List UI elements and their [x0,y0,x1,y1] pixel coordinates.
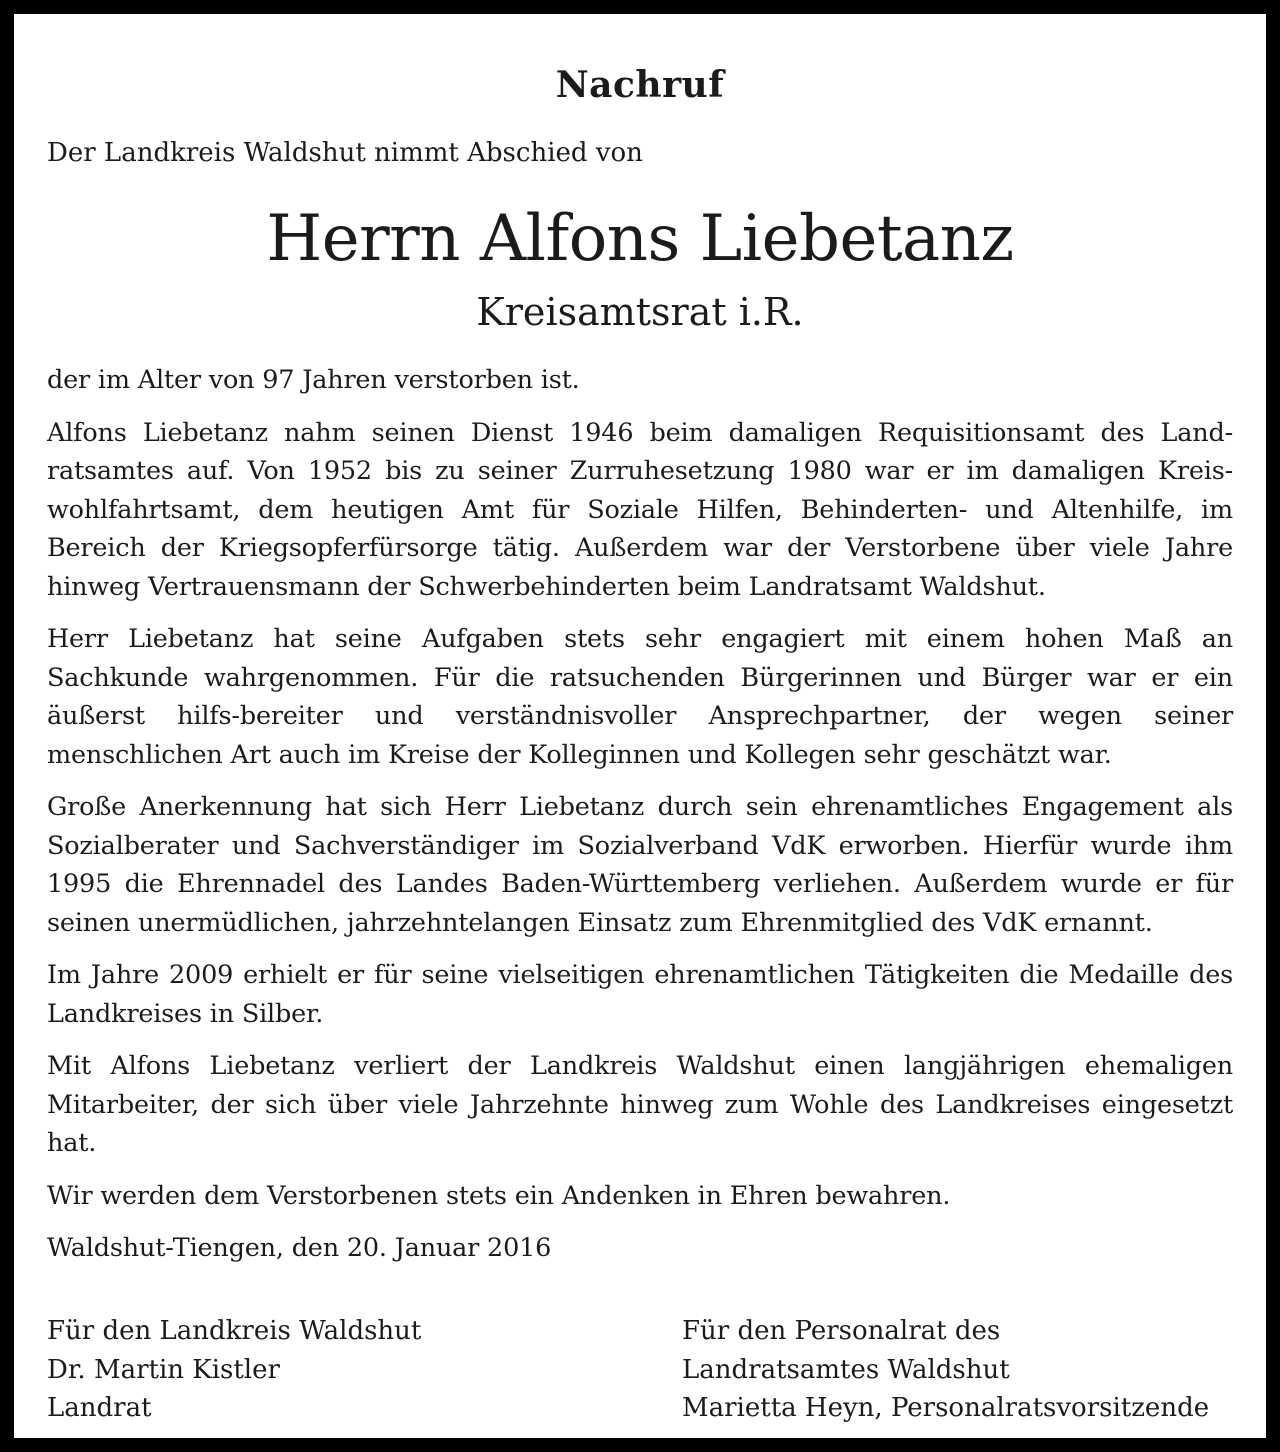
paragraph: Herr Liebetanz hat seine Aufgaben stets sehr engagiert mit einem hohen Maß an Sachkunde wahrgenommen. Für die ratsuchenden Bürgerinnen und Bürger war er ein äußerst hilfs-bereiter und verständnisvoller Ansprechpartner, der wegen seiner menschlichen Art auch im Kreise der Kolleginnen und Kollegen sehr geschätzt war. [47,624,1233,770]
notice-intro: Der Landkreis Waldshut nimmt Abschied von [47,138,643,168]
notice-body [47,361,1233,1282]
signature-right [682,1312,1209,1428]
deceased-rank: Kreisamtsrat i.R. [476,290,804,334]
signature-line: Landrat [47,1393,152,1423]
signature-left [47,1312,421,1428]
deceased-name: Herrn Alfons Liebetanz [266,202,1014,276]
paragraph: Im Jahre 2009 erhielt er für seine vielseitigen ehrenamtlichen Tätigkeiten die Medaille des Landkreises in Silber. [47,960,1233,1029]
paragraph: Mit Alfons Liebetanz verliert der Landkreis Waldshut einen langjährigen ehemaligen Mitarbeiter, der sich über viele Jahrzehnte hinweg zum Wohle des Landkreises eingesetzt hat. [47,1051,1233,1158]
obituary-notice [14,14,1266,1438]
signature-line: Dr. Martin Kistler [47,1354,280,1385]
paragraph: Alfons Liebetanz nahm seinen Dienst 1946 beim damaligen Requisitionsamt des Land-ratsamtes auf. Von 1952 bis zu seiner Zurruhesetzung 1980 war er im damaligen Kreis-wohlfahrtsamt, dem heutigen Amt für Soziale Hilfen, Behinderten- und Altenhilfe, im Bereich der Kriegsopferfürsorge tätig. Außerdem war der Verstorbene über viele Jahre hinweg Vertrauensmann der Schwerbehinderten beim Landratsamt Waldshut. [47,417,1233,602]
signature-line: Für den Personalrat des [682,1316,1001,1346]
paragraph: Große Anerkennung hat sich Herr Liebetanz durch sein ehrenamtliches Engagement als Sozialberater und Sachverständiger im Sozialverband VdK erworben. Hierfür wurde ihm 1995 die Ehrennadel des Landes Baden-Württemberg verliehen. Außerdem wurde er für seinen unermüdlichen, jahrzehntelangen Einsatz zum Ehrenmitglied des VdK ernannt. [47,792,1233,938]
paragraph: Wir werden dem Verstorbenen stets ein Andenken in Ehren bewahren. [47,1180,951,1211]
signature-line: Marietta Heyn, Personalratsvorsitzende [682,1393,1210,1423]
signature-line: Landratsamtes Waldshut [682,1354,1010,1385]
notice-title: Nachruf [555,64,725,106]
paragraph: der im Alter von 97 Jahren verstorben ist. [47,365,580,395]
date-line: Waldshut-Tiengen, den 20. Januar 2016 [47,1233,552,1263]
signature-line: Für den Landkreis Waldshut [47,1316,422,1346]
